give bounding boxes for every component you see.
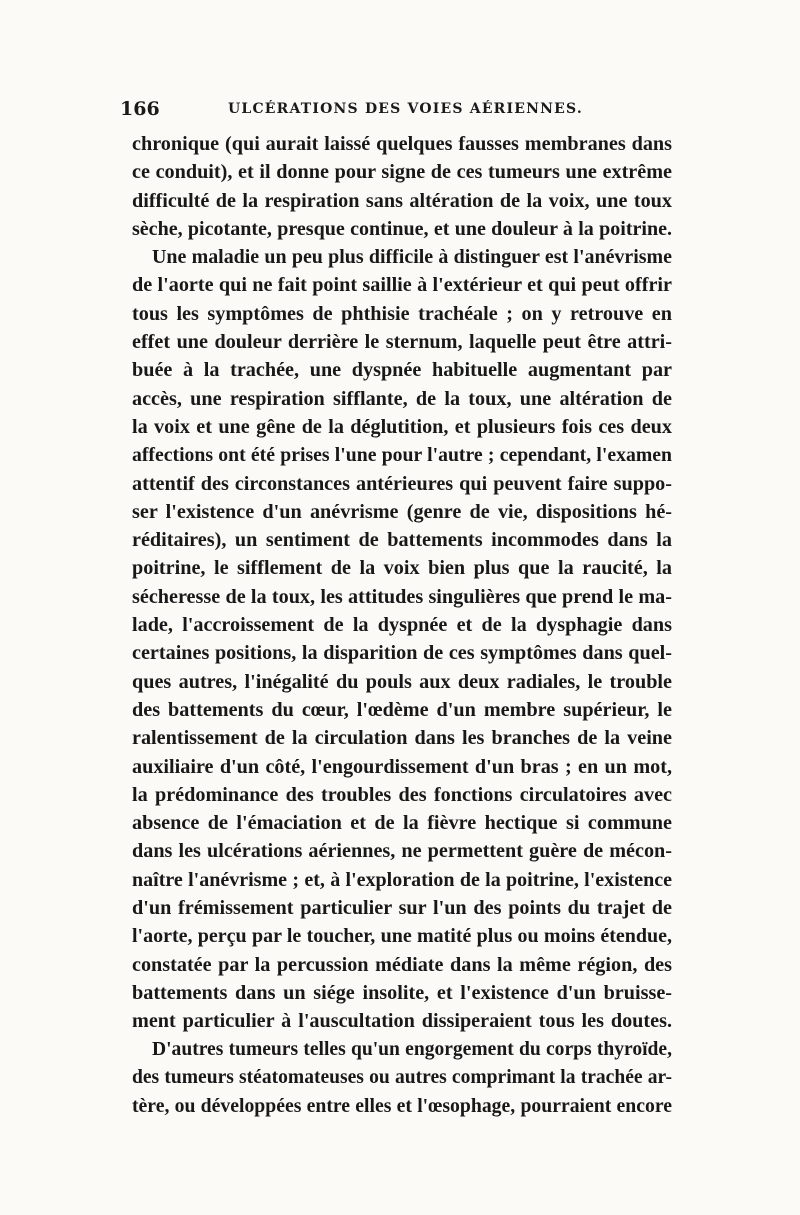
text-line: buée à la trachée, une dyspnée habituelle augmentant par — [132, 359, 672, 382]
text-line: certaines positions, la disparition de ces symptômes dans quel- — [132, 642, 672, 665]
text-line: Une maladie un peu plus difficile à distinguer est l'anévrisme — [152, 246, 672, 269]
text-line: des tumeurs stéatomateuses ou autres comprimant la trachée ar- — [132, 1066, 672, 1088]
text-line: la voix et une gêne de la déglutition, et plusieurs fois ces deux — [132, 415, 672, 438]
text-line: effet une douleur derrière le sternum, laquelle peut être attri- — [132, 331, 672, 354]
text-line: difficulté de la respiration sans altération de la voix, une toux — [132, 189, 672, 212]
text-line: la prédominance des troubles des fonctions circulatoires avec — [132, 783, 672, 806]
text-line: accès, une respiration sifflante, de la toux, une altération de — [132, 387, 672, 410]
text-line: affections ont été prises l'une pour l'autre ; cependant, l'examen — [132, 444, 672, 467]
text-line: attentif des circonstances antérieures qui peuvent faire suppo- — [132, 472, 672, 495]
paragraph-3 — [132, 1036, 672, 1121]
text-line: tère, ou développées entre elles et l'œsophage, pourraient encore — [132, 1095, 672, 1118]
text-line: poitrine, le sifflement de la voix bien plus que la raucité, la — [132, 557, 672, 580]
text-line: D'autres tumeurs telles qu'un engorgement du corps thyroïde, — [152, 1038, 672, 1060]
text-line: naître l'anévrisme ; et, à l'exploration de la poitrine, l'existence — [132, 868, 672, 891]
text-line: sèche, picotante, presque continue, et une douleur à la poitrine. — [132, 217, 672, 240]
text-line: sécheresse de la toux, les attitudes singulières que prend le ma- — [132, 585, 672, 608]
text-line: dans les ulcérations aériennes, ne permettent guère de mécon- — [132, 840, 672, 863]
text-line: de l'aorte qui ne fait point saillie à l'extérieur et qui peut offrir — [132, 274, 672, 297]
text-line: ment particulier à l'auscultation dissiperaient tous les doutes. — [132, 1010, 672, 1033]
text-line: ser l'existence d'un anévrisme (genre de vie, dispositions hé- — [132, 500, 672, 523]
page-header — [120, 98, 680, 124]
text-line: absence de l'émaciation et de la fièvre hectique si commune — [132, 812, 672, 835]
text-line: l'aorte, perçu par le toucher, une matité plus ou moins étendue, — [132, 925, 672, 948]
text-line: d'un frémissement particulier sur l'un des points du trajet de — [132, 897, 672, 920]
text-line: ce conduit), et il donne pour signe de ces tumeurs une extrême — [132, 161, 672, 184]
text-line: lade, l'accroissement de la dyspnée et de la dysphagie dans — [132, 614, 672, 637]
text-line: battements dans un siége insolite, et l'existence d'un bruisse- — [132, 981, 672, 1004]
text-line: ralentissement de la circulation dans les branches de la veine — [132, 727, 672, 750]
text-line: réditaires), un sentiment de battements incommodes dans la — [132, 529, 672, 552]
running-head: ULCÉRATIONS DES VOIES AÉRIENNES. — [228, 101, 583, 117]
text-line: tous les symptômes de phthisie trachéale ; on y retrouve en — [132, 302, 672, 325]
text-line: ques autres, l'inégalité du pouls aux deux radiales, le trouble — [132, 670, 672, 693]
paragraph-2 — [132, 243, 672, 1035]
body-text — [132, 130, 672, 1120]
paragraph-1 — [132, 130, 672, 243]
text-line: chronique (qui aurait laissé quelques fausses membranes dans — [132, 133, 672, 155]
text-line: des battements du cœur, l'œdème d'un membre supérieur, le — [132, 698, 672, 721]
page-number: 166 — [120, 98, 160, 120]
text-line: auxiliaire d'un côté, l'engourdissement d'un bras ; en un mot, — [132, 755, 672, 778]
text-line: constatée par la percussion médiate dans la même région, des — [132, 953, 672, 976]
